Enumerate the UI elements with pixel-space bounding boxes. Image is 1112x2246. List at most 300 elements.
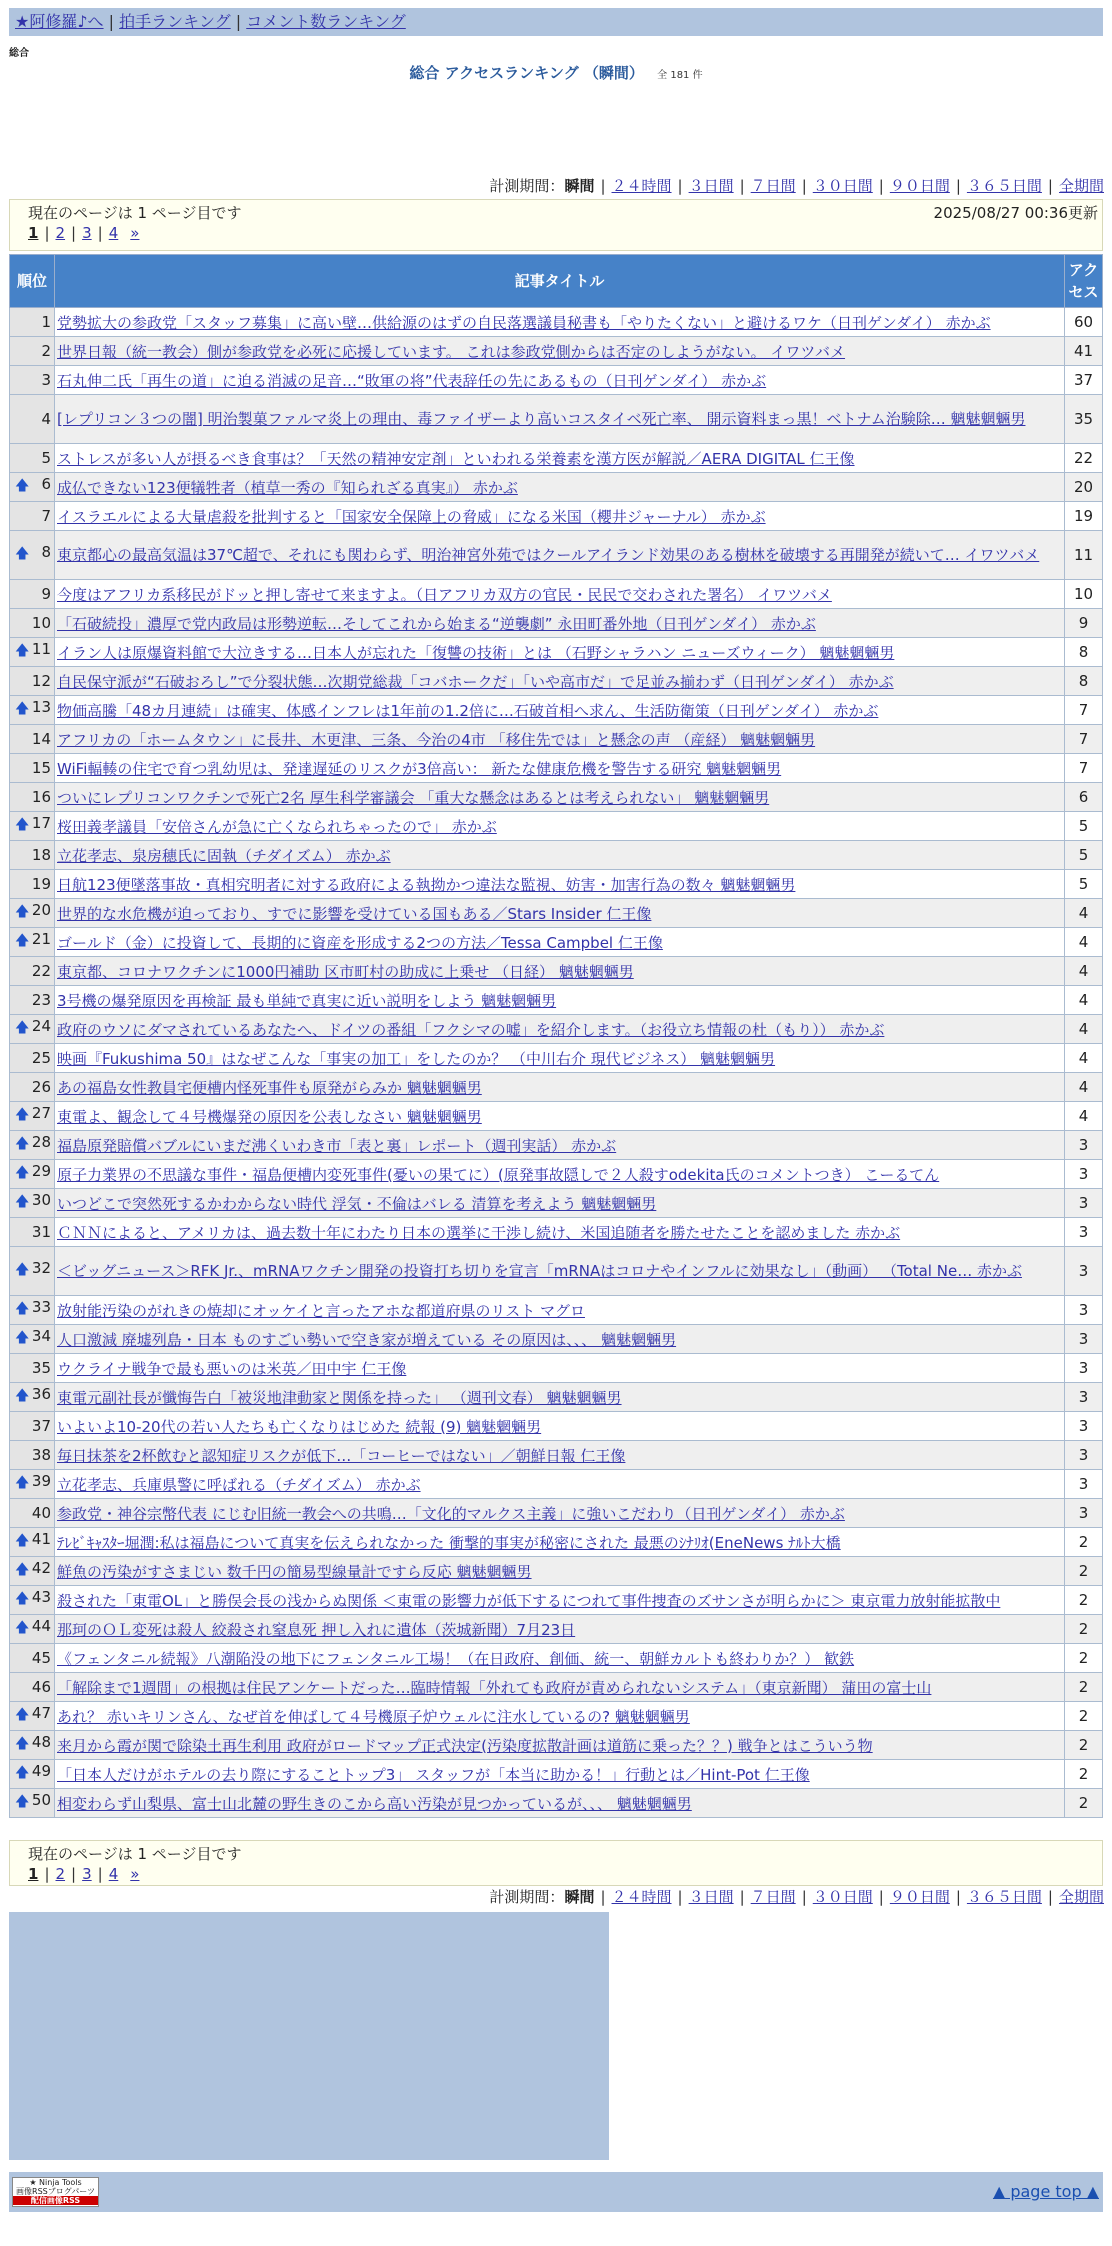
- rank-number: 50: [31, 1791, 51, 1809]
- title-cell: [55, 1247, 1065, 1296]
- rank-cell: [10, 783, 55, 812]
- rank-number: 34: [31, 1327, 51, 1345]
- table-row: [10, 308, 1103, 337]
- page-separator: |: [71, 1865, 77, 1883]
- pagination-top: [9, 199, 1103, 251]
- article-link[interactable]: いつどこで突然死するかわからない時代 浮気・不倫はバレる 清算を考えよう 魑魅魍魎男: [57, 1194, 657, 1213]
- rank-cell: [10, 444, 55, 473]
- page-link[interactable]: 2: [55, 224, 66, 242]
- table-row: [10, 473, 1103, 502]
- access-count: 2: [1065, 1673, 1103, 1702]
- access-count: 4: [1065, 957, 1103, 986]
- rank-number: 37: [31, 1417, 51, 1435]
- title-cell: [55, 366, 1065, 395]
- article-link[interactable]: 政府のウソにダマされているあなたへ、ドイツの番組「フクシマの嘘」を紹介します。（お役立ち情報の杜（もり）） 赤かぶ: [57, 1020, 885, 1039]
- article-link[interactable]: 《フェンタニル続報》八潮陥没の地下にフェンタニル工場！（在日政府、創価、統一、朝鮮カルトも終わりか？） 歓鉄: [57, 1649, 855, 1668]
- rank-number: 42: [31, 1559, 51, 1577]
- current-page-text: 現在のページは 1 ページ目です: [28, 204, 242, 222]
- rank-cell: [10, 1702, 55, 1731]
- table-row: [10, 1296, 1103, 1325]
- article-link[interactable]: 日航123便墜落事故・真相究明者に対する政府による執拗かつ違法な監視、妨害・加害行為の数々 魑魅魍魎男: [57, 875, 796, 894]
- table-row: [10, 1731, 1103, 1760]
- article-link[interactable]: 立花孝志、兵庫県警に呼ばれる（チダイズム） 赤かぶ: [57, 1475, 421, 1494]
- rank-number: 22: [31, 962, 51, 980]
- title-cell: [55, 957, 1065, 986]
- period-link[interactable]: ９０日間: [889, 177, 950, 195]
- article-link[interactable]: 「日本人だけがホテルの去り際にすることトップ3」 スタッフが「本当に助かる！」行動とは／Hint-Pot 仁王像: [57, 1765, 810, 1784]
- rank-number: 49: [31, 1762, 51, 1780]
- up-arrow-icon: 🡅: [15, 1620, 30, 1636]
- up-arrow-icon: 🡅: [15, 478, 30, 494]
- period-link[interactable]: ２４時間: [611, 177, 672, 195]
- article-link[interactable]: 東電よ、観念して４号機爆発の原因を公表しなさい 魑魅魍魎男: [57, 1107, 482, 1126]
- access-count: 4: [1065, 1044, 1103, 1073]
- article-link[interactable]: 来月から霞が関で除染土再生利用 政府がロードマップ正式決定(汚染度拡散計画は道筋に乗った？？) 戦争とはこういう物: [57, 1736, 873, 1755]
- table-row: [10, 1499, 1103, 1528]
- article-link[interactable]: [レプリコン３つの闇] 明治製菓ファルマ炎上の理由、毒ファイザーより高いコスタイベ死亡率、 開示資料まっ黒！ベトナム治験除… 魑魅魍魎男: [57, 409, 1026, 428]
- pagination-bottom: [9, 1840, 1103, 1886]
- period-link[interactable]: ２４時間: [611, 1888, 672, 1906]
- access-count: 3: [1065, 1325, 1103, 1354]
- article-link[interactable]: 今度はアフリカ系移民がドッと押し寄せて来ますよ。（日アフリカ双方の官民・民民で交わされた署名） イワツバメ: [57, 585, 832, 604]
- page-separator: |: [44, 1865, 50, 1883]
- access-count: 4: [1065, 1102, 1103, 1131]
- title-cell: [55, 696, 1065, 725]
- title-cell: [55, 1731, 1065, 1760]
- title-cell: [55, 473, 1065, 502]
- title-cell: [55, 1644, 1065, 1673]
- table-row: [10, 1073, 1103, 1102]
- access-count: 22: [1065, 444, 1103, 473]
- title-cell: [55, 502, 1065, 531]
- title-cell: [55, 1789, 1065, 1818]
- rank-cell: [10, 1383, 55, 1412]
- page-link[interactable]: 4: [108, 224, 119, 242]
- access-count: 3: [1065, 1470, 1103, 1499]
- rank-number: 1: [41, 313, 51, 331]
- title-cell: [55, 1325, 1065, 1354]
- article-link[interactable]: 毎日抹茶を2杯飲むと認知症リスクが低下…「コーヒーではない」／朝鮮日報 仁王像: [57, 1446, 626, 1465]
- page-current: 1: [28, 1865, 39, 1883]
- article-link[interactable]: 桜田義孝議員「安倍さんが急に亡くなられちゃったので」 赤かぶ: [57, 817, 497, 836]
- nav-separator: |: [235, 12, 242, 31]
- article-link[interactable]: 参政党・神谷宗幣代表 にじむ旧統一教会への共鳴…「文化的マルクス主義」に強いこだわり（日刊ゲンダイ） 赤かぶ: [57, 1504, 845, 1523]
- rank-cell: [10, 502, 55, 531]
- rank-number: 30: [31, 1191, 51, 1209]
- article-link[interactable]: 「石破続投」濃厚で党内政局は形勢逆転…そしてこれから始まる“逆襲劇” 永田町番外地（日刊ゲンダイ） 赤かぶ: [57, 614, 816, 633]
- access-count: 7: [1065, 725, 1103, 754]
- access-count: 2: [1065, 1731, 1103, 1760]
- article-link[interactable]: 那珂のＯＬ変死は殺人 絞殺され窒息死 押し入れに遺体（茨城新聞）7月23日: [57, 1620, 576, 1639]
- article-link[interactable]: 世界的な水危機が迫っており、すでに影響を受けている国もある／Stars Insider 仁王像: [57, 904, 652, 923]
- access-count: 3: [1065, 1218, 1103, 1247]
- article-link[interactable]: あの福島女性教員宅便槽内怪死事件も原発がらみか 魑魅魍魎男: [57, 1078, 482, 1097]
- period-link[interactable]: 全期間: [1058, 1888, 1104, 1906]
- rank-number: 3: [41, 371, 51, 389]
- period-separator: |: [878, 177, 884, 195]
- up-arrow-icon: 🡅: [15, 1591, 30, 1607]
- period-link[interactable]: ３０日間: [812, 1888, 873, 1906]
- page-link[interactable]: 3: [82, 1865, 92, 1883]
- article-link[interactable]: 「解除まで1週間」の根拠は住民アンケートだった…臨時情報「外れても政府が責められないシステム」（東京新聞） 蒲田の富士山: [57, 1678, 932, 1697]
- rank-number: 27: [31, 1104, 51, 1122]
- rank-number: 36: [31, 1385, 51, 1403]
- rank-column-header: 順位: [10, 255, 55, 308]
- up-arrow-icon: 🡅: [15, 817, 30, 833]
- article-link[interactable]: 物価高騰「48カ月連続」は確実、体感インフレは1年前の1.2倍に…石破首相へ求ん、生活防衛策（日刊ゲンダイ） 赤かぶ: [57, 701, 879, 720]
- rank-number: 7: [41, 507, 51, 525]
- rank-cell: [10, 531, 55, 580]
- period-label: 計測期間：: [489, 177, 565, 195]
- rank-cell: [10, 1470, 55, 1499]
- up-arrow-icon: 🡅: [15, 1765, 30, 1781]
- title-cell: [55, 1131, 1065, 1160]
- title-cell: [55, 1557, 1065, 1586]
- article-link[interactable]: ウクライナ戦争で最も悪いのは米英／田中宇 仁王像: [57, 1359, 407, 1378]
- page-link[interactable]: 4: [108, 1865, 119, 1883]
- table-row: [10, 1247, 1103, 1296]
- title-cell: [55, 1218, 1065, 1247]
- title-cell: [55, 899, 1065, 928]
- title-cell: [55, 754, 1065, 783]
- rank-cell: [10, 812, 55, 841]
- page-links: [28, 224, 139, 242]
- rank-number: 21: [31, 930, 51, 948]
- title-cell: [55, 1296, 1065, 1325]
- page-separator: |: [97, 1865, 103, 1883]
- table-row: [10, 696, 1103, 725]
- rank-number: 9: [41, 585, 51, 603]
- article-link[interactable]: 原子力業界の不思議な事件・福島便槽内変死事件(憂いの果てに）(原発事故隠しで２人殺すodekita氏のコメントつき） こーるてん: [57, 1165, 940, 1184]
- article-link[interactable]: 福島原発賠償バブルにいまだ沸くいわき市「表と裏」レポート（週刊実話） 赤かぶ: [57, 1136, 617, 1155]
- article-link[interactable]: ストレスが多い人が摂るべき食事は？「天然の精神安定剤」といわれる栄養素を漢方医が解説／AERA DIGITAL 仁王像: [57, 449, 855, 468]
- article-link[interactable]: イラン人は原爆資料館で大泣きする…日本人が忘れた「復讐の技術」とは （石野シャラハン ニューズウィーク） 魑魅魍魎男: [57, 643, 895, 662]
- rank-cell: [10, 1325, 55, 1354]
- next-page-link[interactable]: »: [130, 224, 140, 242]
- rank-cell: [10, 337, 55, 366]
- table-row: [10, 1702, 1103, 1731]
- title-cell: [55, 1073, 1065, 1102]
- nav-separator: |: [108, 12, 115, 31]
- rank-cell: [10, 366, 55, 395]
- rank-cell: [10, 1528, 55, 1557]
- title-cell: [55, 1102, 1065, 1131]
- rank-cell: [10, 395, 55, 444]
- title-cell: [55, 1499, 1065, 1528]
- period-link[interactable]: ７日間: [750, 177, 796, 195]
- rank-cell: [10, 1789, 55, 1818]
- rank-cell: [10, 1218, 55, 1247]
- period-link[interactable]: ３０日間: [812, 177, 873, 195]
- access-count: 8: [1065, 638, 1103, 667]
- up-arrow-icon: 🡅: [15, 1262, 30, 1278]
- table-row: [10, 366, 1103, 395]
- period-link[interactable]: ３日間: [688, 177, 734, 195]
- rank-number: 25: [31, 1049, 51, 1067]
- title-cell: [55, 1615, 1065, 1644]
- next-page-link[interactable]: »: [130, 1865, 140, 1883]
- title-cell: [55, 308, 1065, 337]
- rank-cell: [10, 638, 55, 667]
- rss-logo[interactable]: [12, 2177, 99, 2207]
- title-cell: [55, 725, 1065, 754]
- page-separator: |: [71, 224, 77, 242]
- page-title: 総合 アクセスランキング （瞬間）: [409, 64, 644, 82]
- access-count: 19: [1065, 502, 1103, 531]
- rank-number: 29: [31, 1162, 51, 1180]
- table-row: [10, 1325, 1103, 1354]
- title-cell: [55, 667, 1065, 696]
- table-row: [10, 444, 1103, 473]
- table-row: [10, 1412, 1103, 1441]
- title-cell: [55, 783, 1065, 812]
- article-link[interactable]: 放射能汚染のがれきの焼却にオッケイと言ったアホな都道府県のリスト マグロ: [57, 1301, 585, 1320]
- article-link[interactable]: 東電元副社長が懺悔告白「被災地津動家と関係を持った」 （週刊文春） 魑魅魍魎男: [57, 1388, 622, 1407]
- period-separator: |: [739, 177, 745, 195]
- access-count: 2: [1065, 1557, 1103, 1586]
- rank-number: 8: [41, 543, 51, 561]
- access-count: 2: [1065, 1615, 1103, 1644]
- rank-number: 26: [31, 1078, 51, 1096]
- access-count: 6: [1065, 783, 1103, 812]
- period-separator: |: [677, 177, 683, 195]
- rank-cell: [10, 308, 55, 337]
- access-count: 4: [1065, 1073, 1103, 1102]
- period-link[interactable]: ３６５日間: [966, 1888, 1042, 1906]
- rank-cell: [10, 1441, 55, 1470]
- table-row: [10, 1615, 1103, 1644]
- rank-cell: [10, 1615, 55, 1644]
- rank-cell: [10, 609, 55, 638]
- title-cell: [55, 1586, 1065, 1615]
- rank-cell: [10, 580, 55, 609]
- article-link[interactable]: 世界日報（統一教会）側が参政党を必死に応援しています。 これは参政党側からは否定のしようがない。 イワツバメ: [57, 342, 846, 361]
- table-row: [10, 1044, 1103, 1073]
- title-cell: [55, 1189, 1065, 1218]
- title-cell: [55, 986, 1065, 1015]
- table-row: [10, 1189, 1103, 1218]
- period-current: 瞬間: [564, 1888, 595, 1906]
- rank-number: 5: [41, 449, 51, 467]
- up-arrow-icon: 🡅: [15, 1388, 30, 1404]
- rank-number: 44: [31, 1617, 51, 1635]
- article-link[interactable]: 東京都心の最高気温は37℃超で、それにも関わらず、明治神宮外苑ではクールアイランド効果のある樹林を破壊する再開発が続いて… イワツバメ: [57, 545, 1040, 564]
- rank-number: 11: [31, 640, 51, 658]
- table-row: [10, 812, 1103, 841]
- rank-cell: [10, 1102, 55, 1131]
- period-selector-bottom: [489, 1887, 1104, 1907]
- article-link[interactable]: 石丸伸二氏「再生の道」に迫る消滅の足音…“敗軍の将”代表辞任の先にあるもの（日刊ゲンダイ） 赤かぶ: [57, 371, 767, 390]
- access-count: 11: [1065, 531, 1103, 580]
- article-link[interactable]: いよいよ10-20代の若い人たちも亡くなりはじめた 続報 (9) 魑魅魍魎男: [57, 1417, 542, 1436]
- access-count: 3: [1065, 1441, 1103, 1470]
- comment-ranking-link[interactable]: コメント数ランキング: [246, 12, 406, 31]
- access-count: 3: [1065, 1383, 1103, 1412]
- rank-number: 32: [31, 1259, 51, 1277]
- rank-cell: [10, 899, 55, 928]
- table-row: [10, 1383, 1103, 1412]
- page-separator: |: [44, 224, 50, 242]
- table-row: [10, 986, 1103, 1015]
- page-top-link[interactable]: ▲ page top ▲: [992, 2182, 1099, 2201]
- up-arrow-icon: 🡅: [15, 1533, 30, 1549]
- period-link[interactable]: ７日間: [750, 1888, 796, 1906]
- rank-number: 23: [31, 991, 51, 1009]
- article-link[interactable]: 相変わらず山梨県、富士山北麓の野生きのこから高い汚染が見つかっているが、、、 魑魅魍魎男: [57, 1794, 692, 1813]
- rank-number: 33: [31, 1298, 51, 1316]
- rank-number: 15: [31, 759, 51, 777]
- title-cell: [55, 337, 1065, 366]
- access-count: 8: [1065, 667, 1103, 696]
- home-link[interactable]: ★阿修羅♪へ: [15, 12, 104, 31]
- rank-number: 13: [31, 698, 51, 716]
- table-row: [10, 638, 1103, 667]
- title-cell: [55, 395, 1065, 444]
- rank-cell: [10, 928, 55, 957]
- article-link[interactable]: 党勢拡大の参政党「スタッフ募集」に高い壁…供給源のはずの自民落選議員秘書も「やりたくない」と避けるワケ（日刊ゲンダイ） 赤かぶ: [57, 313, 991, 332]
- period-separator: |: [955, 177, 961, 195]
- rank-number: 48: [31, 1733, 51, 1751]
- table-row: [10, 1644, 1103, 1673]
- page-current: 1: [28, 224, 39, 242]
- table-row: [10, 1557, 1103, 1586]
- access-count: 2: [1065, 1702, 1103, 1731]
- up-arrow-icon: 🡅: [15, 1707, 30, 1723]
- period-separator: |: [955, 1888, 961, 1906]
- up-arrow-icon: 🡅: [15, 1330, 30, 1346]
- table-row: [10, 1131, 1103, 1160]
- page-link[interactable]: 3: [82, 224, 92, 242]
- article-link[interactable]: ゴールド（金）に投資して、長期的に資産を形成する2つの方法／Tessa Campbel 仁王像: [57, 933, 663, 952]
- rank-number: 47: [31, 1704, 51, 1722]
- rank-cell: [10, 1586, 55, 1615]
- title-cell: [55, 580, 1065, 609]
- article-link[interactable]: 立花孝志、泉房穂氏に固執（チダイズム） 赤かぶ: [57, 846, 391, 865]
- up-arrow-icon: 🡅: [15, 701, 30, 717]
- access-count: 2: [1065, 1528, 1103, 1557]
- rank-number: 2: [41, 342, 51, 360]
- title-cell: [55, 1044, 1065, 1073]
- clap-ranking-link[interactable]: 拍手ランキング: [119, 12, 231, 31]
- access-count: 2: [1065, 1789, 1103, 1818]
- period-separator: |: [677, 1888, 683, 1906]
- title-cell: [55, 1760, 1065, 1789]
- up-arrow-icon: 🡅: [15, 1475, 30, 1491]
- rank-cell: [10, 754, 55, 783]
- rank-cell: [10, 957, 55, 986]
- article-link[interactable]: ついにレプリコンワクチンで死亡2名 厚生科学審議会 「重大な懸念はあるとは考えられない」 魑魅魍魎男: [57, 788, 770, 807]
- access-count: 3: [1065, 1131, 1103, 1160]
- table-row: [10, 957, 1103, 986]
- total-count: 全 181 件: [657, 70, 703, 81]
- article-link[interactable]: アフリカの「ホームタウン」に長井、木更津、三条、今治の4市 「移住先では」と懸念の声 （産経） 魑魅魍魎男: [57, 730, 816, 749]
- title-cell: [55, 1015, 1065, 1044]
- access-count: 2: [1065, 1760, 1103, 1789]
- period-link[interactable]: 全期間: [1058, 177, 1104, 195]
- article-link[interactable]: あれ？ 赤いキリンさん、なぜ首を伸ばして４号機原子炉ウェルに注水しているの? 魑魅魍魎男: [57, 1707, 690, 1726]
- footer-bar: [9, 2172, 1103, 2212]
- title-cell: [55, 1702, 1065, 1731]
- article-link[interactable]: ＣＮＮによると、アメリカは、過去数十年にわたり日本の選挙に干渉し続け、米国追随者を勝たせたことを認めました 赤かぶ: [57, 1223, 901, 1242]
- rank-cell: [10, 473, 55, 502]
- article-link[interactable]: WiFi輻輳の住宅で育つ乳幼児は、発達遅延のリスクが3倍高い： 新たな健康危機を警告する研究 魑魅魍魎男: [57, 759, 782, 778]
- logo-text-1: ★ Ninja Tools: [29, 2178, 82, 2187]
- access-count: 41: [1065, 337, 1103, 366]
- period-link[interactable]: ９０日間: [889, 1888, 950, 1906]
- period-separator: |: [801, 1888, 807, 1906]
- access-count: 3: [1065, 1189, 1103, 1218]
- rank-cell: [10, 1160, 55, 1189]
- table-row: [10, 667, 1103, 696]
- page-link[interactable]: 2: [55, 1865, 66, 1883]
- period-current: 瞬間: [564, 177, 595, 195]
- access-count: 3: [1065, 1499, 1103, 1528]
- article-link[interactable]: ＜ビッグニュース＞RFK Jr.、mRNAワクチン開発の投資打ち切りを宣言「mRNAはコロナやインフルに効果なし」（動画） （Total Ne… 赤かぶ: [57, 1261, 1022, 1280]
- rank-number: 18: [31, 846, 51, 864]
- page-separator: [118, 1865, 130, 1883]
- rank-cell: [10, 1044, 55, 1073]
- access-count: 5: [1065, 812, 1103, 841]
- up-arrow-icon: 🡅: [15, 1194, 30, 1210]
- access-count: 3: [1065, 1354, 1103, 1383]
- table-row: [10, 609, 1103, 638]
- rank-number: 12: [31, 672, 51, 690]
- rank-number: 10: [31, 614, 51, 632]
- access-count: 7: [1065, 696, 1103, 725]
- article-link[interactable]: 自民保守派が“石破おろし”で分裂状態…次期党総裁「コバホークだ」「いや高市だ」で足並み揃わず（日刊ゲンダイ） 赤かぶ: [57, 672, 894, 691]
- period-separator: |: [801, 177, 807, 195]
- period-link[interactable]: ３６５日間: [966, 177, 1042, 195]
- rank-cell: [10, 1296, 55, 1325]
- access-count: 3: [1065, 1296, 1103, 1325]
- table-row: [10, 841, 1103, 870]
- rank-cell: [10, 1644, 55, 1673]
- up-arrow-icon: 🡅: [15, 1736, 30, 1752]
- article-link[interactable]: 鮮魚の汚染がすさまじい 数千円の簡易型線量計ですら反応 魑魅魍魎男: [57, 1562, 532, 1581]
- article-link[interactable]: 人口激減 廃墟列島・日本 ものすごい勢いで空き家が増えている その原因は、、、 魑魅魍魎男: [57, 1330, 677, 1349]
- rank-cell: [10, 1354, 55, 1383]
- up-arrow-icon: 🡅: [15, 1562, 30, 1578]
- title-cell: [55, 1412, 1065, 1441]
- title-cell: [55, 1470, 1065, 1499]
- rank-number: 46: [31, 1678, 51, 1696]
- rank-cell: [10, 1731, 55, 1760]
- title-cell: [55, 1441, 1065, 1470]
- rank-number: 24: [31, 1017, 51, 1035]
- title-cell: [55, 1383, 1065, 1412]
- article-link[interactable]: 映画『Fukushima 50』はなぜこんな「事実の加工」をしたのか？ （中川右介 現代ビジネス） 魑魅魍魎男: [57, 1049, 776, 1068]
- article-link[interactable]: 成仏できない123便犠牲者（植草一秀の『知られざる真実』） 赤かぶ: [57, 478, 518, 497]
- table-row: [10, 1102, 1103, 1131]
- article-link[interactable]: 3号機の爆発原因を再検証 最も単純で真実に近い説明をしよう 魑魅魍魎男: [57, 991, 557, 1010]
- period-link[interactable]: ３日間: [688, 1888, 734, 1906]
- rank-cell: [10, 1412, 55, 1441]
- article-link[interactable]: イスラエルによる大量虐殺を批判すると「国家安全保障上の脅威」になる米国（櫻井ジャーナル） 赤かぶ: [57, 507, 766, 526]
- access-column-header: アクセス: [1065, 255, 1103, 308]
- access-count: 20: [1065, 473, 1103, 502]
- table-row: [10, 580, 1103, 609]
- article-link[interactable]: 東京都、コロナワクチンに1000円補助 区市町村の助成に上乗せ （日経） 魑魅魍魎男: [57, 962, 634, 981]
- access-count: 5: [1065, 870, 1103, 899]
- article-link[interactable]: ﾃﾚﾋﾞｷｬｽﾀｰ堀潤:私は福島について真実を伝えられなかった 衝撃的事実が秘密にされた 最悪のｼﾅﾘｵ(EneNews ﾅﾙﾄ大橋: [57, 1533, 841, 1552]
- table-row: [10, 531, 1103, 580]
- article-link[interactable]: 殺された「東電OL」と勝俣会長の浅からぬ関係 ＜東電の影響力が低下するにつれて事件捜査のズサンさが明らかに＞ 東京電力放射能拡散中: [57, 1591, 1001, 1610]
- table-row: [10, 1015, 1103, 1044]
- rank-number: 19: [31, 875, 51, 893]
- rank-cell: [10, 667, 55, 696]
- table-row: [10, 395, 1103, 444]
- rank-cell: [10, 696, 55, 725]
